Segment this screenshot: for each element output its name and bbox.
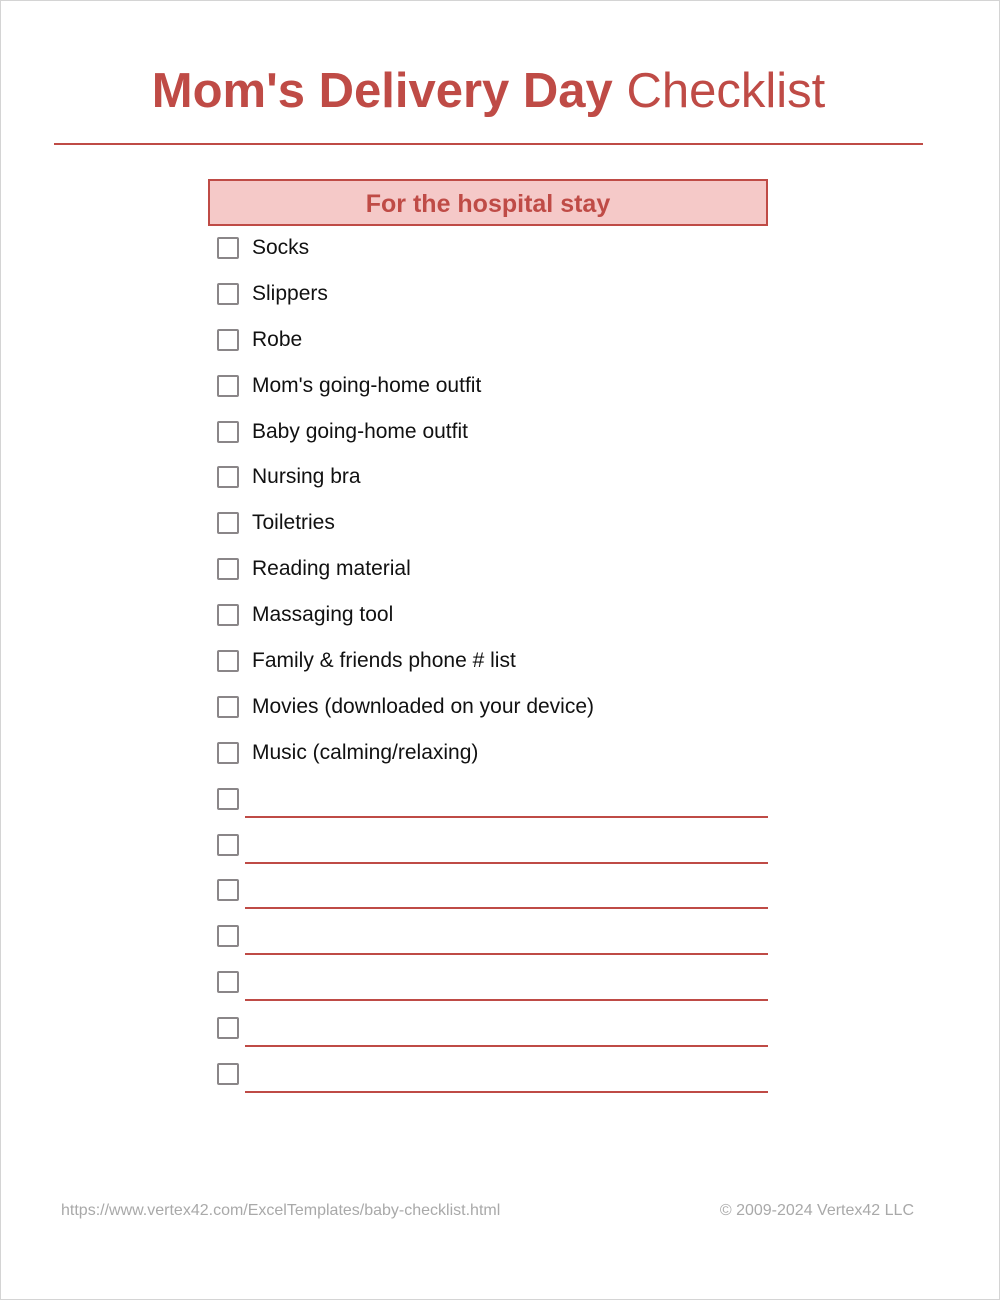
checklist [1,225,1000,1097]
checkbox[interactable] [217,742,239,764]
checkbox[interactable] [217,329,239,351]
checklist-item-label: Mom's going-home outfit [252,373,482,397]
blank-entry-line[interactable] [245,999,768,1001]
blank-checklist-item [1,913,1000,959]
blank-checklist-item [1,867,1000,913]
blank-checklist-item [1,959,1000,1005]
checklist-item-label: Slippers [252,281,328,305]
checklist-item [1,500,1000,546]
blank-checklist-item [1,1005,1000,1051]
page-title [1,61,976,121]
checkbox[interactable] [217,696,239,718]
checklist-item [1,638,1000,684]
checkbox[interactable] [217,650,239,672]
checklist-item [1,684,1000,730]
checklist-item-label: Massaging tool [252,603,394,627]
checkbox[interactable] [217,283,239,305]
blank-entry-line[interactable] [245,1045,768,1047]
checkbox[interactable] [217,421,239,443]
checklist-item [1,592,1000,638]
checklist-item [1,454,1000,500]
checklist-item [1,409,1000,455]
checklist-item-label: Music (calming/relaxing) [252,740,479,764]
title-light: Checklist [626,64,826,118]
blank-entry-line[interactable] [245,816,768,818]
checkbox[interactable] [217,1017,239,1039]
checklist-item [1,546,1000,592]
checkbox[interactable] [217,834,239,856]
checkbox[interactable] [217,925,239,947]
checklist-item [1,225,1000,271]
blank-checklist-item [1,822,1000,868]
checklist-item-label: Robe [252,327,303,351]
checkbox[interactable] [217,971,239,993]
blank-entry-line[interactable] [245,953,768,955]
checklist-item [1,317,1000,363]
checkbox[interactable] [217,375,239,397]
checkbox[interactable] [217,879,239,901]
checklist-item [1,730,1000,776]
checkbox[interactable] [217,512,239,534]
checklist-item-label: Socks [252,236,310,259]
blank-entry-line[interactable] [245,862,768,864]
checkbox[interactable] [217,466,239,488]
checklist-item [1,271,1000,317]
checkbox[interactable] [217,558,239,580]
footer-copyright: © 2009-2024 Vertex42 LLC [719,1202,914,1219]
checklist-item-label: Movies (downloaded on your device) [252,694,595,718]
blank-checklist-item [1,776,1000,822]
title-divider [54,143,923,145]
checklist-item-label: Family & friends phone # list [252,649,516,673]
checkbox[interactable] [217,604,239,626]
checkbox[interactable] [217,1063,239,1085]
checklist-item [1,363,1000,409]
blank-entry-line[interactable] [245,907,768,909]
checkbox[interactable] [217,788,239,810]
footer-url: https://www.vertex42.com/ExcelTemplates/baby-checklist.html [61,1202,501,1219]
title-bold: Mom's Delivery Day [151,64,613,118]
checklist-item-label: Toiletries [252,511,335,535]
checklist-item-label: Baby going-home outfit [252,419,468,443]
checklist-item-label: Nursing bra [252,465,361,489]
blank-checklist-item [1,1051,1000,1097]
section-header: For the hospital stay [208,179,768,226]
blank-entry-line[interactable] [245,1091,768,1093]
checklist-item-label: Reading material [252,557,411,581]
checkbox[interactable] [217,237,239,259]
